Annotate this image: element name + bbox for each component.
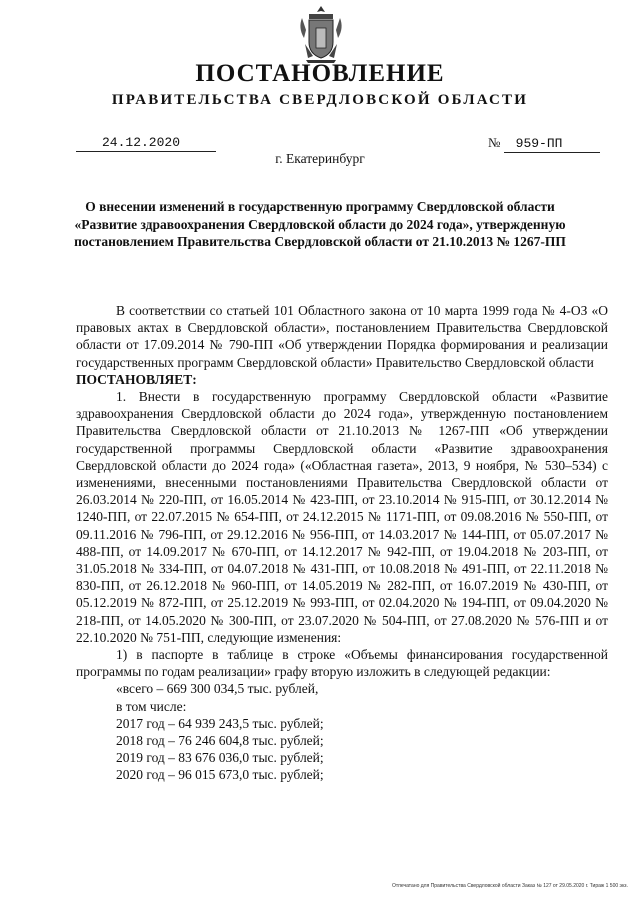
- list-item: 2018 год – 76 246 604,8 тыс. рублей;: [116, 733, 324, 749]
- item-1-1-paragraph: 1) в паспорте в таблице в строке «Объемы финансирования государственной программы по годам реализации» графу вторую изложить в следующей редакции:: [76, 647, 608, 680]
- item-1-paragraph: 1. Внести в государственную программу Свердловской области «Развитие здравоохранения Свердловской области до 2024 года», утвержденную постановлением Правительства Свердловской области от 21.10.2013 № 1267-ПП «Об утверждении государственной программы Свердловской области «Развитие здравоохранения Свердловской области до 2024 года» («Областная газета», 2013, 9 ноября, № 530–534) с изменениями, внесенными постановлениями Правительства Свердловской области от 26.03.2014 № 220-ПП, от 16.05.2014 № 423-ПП, от 23.10.2014 № 915-ПП, от 30.12.2014 № 1240-ПП, от 22.07.2015 № 654-ПП, от 24.12.2015 № 1171-ПП, от 09.08.2016 № 550-ПП, от 09.11.2016 № 796-ПП, от 29.12.2016 № 956-ПП, от 14.03.2017 № 144-ПП, от 05.07.2017 № 488-ПП, от 14.09.2017 № 670-ПП, от 14.12.2017 № 942-ПП, от 19.04.2018 № 203-ПП, от 31.05.2018 № 334-ПП, от 04.07.2018 № 431-ПП, от 10.08.2018 № 491-ПП, от 22.11.2018 № 830-ПП, от 26.12.2018 № 960-ПП, от 14.05.2019 № 282-ПП, от 16.07.2019 № 430-ПП, от 05.12.2019 № 872-ПП, от 25.12.2019 № 993-ПП, от 02.04.2020 № 194-ПП, от 09.04.2020 № 218-ПП, от 14.05.2020 № 300-ПП, от 23.07.2020 № 504-ПП, от 27.08.2020 № 576-ПП и от 22.10.2020 № 751-ПП, следующие изменения:: [76, 389, 608, 645]
- list-item: 2019 год – 83 676 036,0 тыс. рублей;: [116, 750, 324, 766]
- document-city: г. Екатеринбург: [275, 151, 365, 166]
- document-subtitle: ПРАВИТЕЛЬСТВА СВЕРДЛОВСКОЙ ОБЛАСТИ: [111, 92, 529, 108]
- list-item: 2017 год – 64 939 243,5 тыс. рублей;: [116, 715, 324, 731]
- document-title: ПОСТАНОВЛЕНИЕ: [195, 60, 445, 87]
- preamble-paragraph: В соответствии со статьей 101 Областного закона от 10 марта 1999 года № 4-ОЗ «О правовых актах в Свердловской области», постановлением Правительства Свердловской области от 17.09.2014 № 790-ПП «Об утверждении Порядка формирования и реализации государственных программ Свердловской области» Правительство Свердловской области: [76, 303, 608, 370]
- number-value: 959-ПП: [504, 135, 600, 153]
- document-date: 24.12.2020: [76, 134, 216, 152]
- print-footer: Отпечатано для Правительства Свердловской области Заказ № 127 от 29.05.2020 г. Тираж 1 500 экз.: [392, 883, 628, 889]
- document-heading: О внесении изменений в государственную программу Свердловской области «Развитие здравоохранения Свердловской области до 2024 года», утвержденную постановлением Правительства Свердловской области от 21.10.2013 № 1267-ПП: [74, 199, 566, 249]
- list-item: «всего – 669 300 034,5 тыс. рублей,: [116, 681, 319, 697]
- coat-of-arms-icon: [296, 4, 346, 64]
- resolves-heading: ПОСТАНОВЛЯЕТ:: [76, 371, 197, 387]
- list-item: в том числе:: [116, 698, 187, 714]
- document-body: [76, 302, 608, 784]
- number-label: №: [488, 135, 501, 150]
- list-item: 2020 год – 96 015 673,0 тыс. рублей;: [116, 767, 324, 783]
